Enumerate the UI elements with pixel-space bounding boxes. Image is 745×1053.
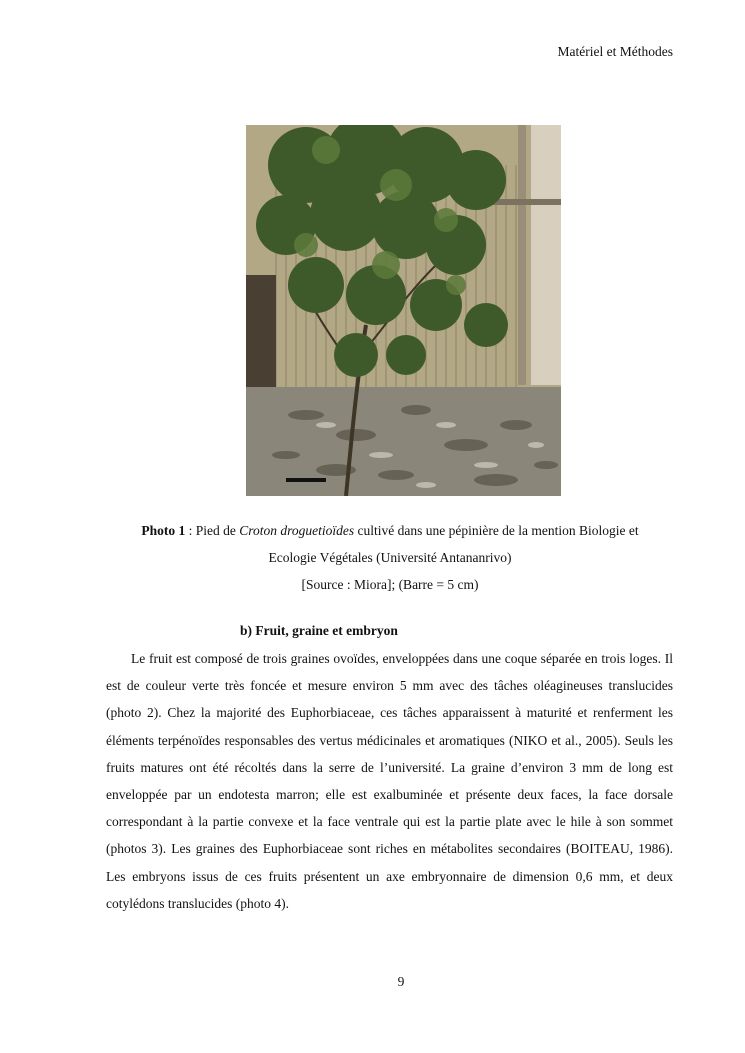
caption-line-2: Ecologie Végétales (Université Antananrivo) (268, 550, 512, 565)
scale-bar (286, 478, 326, 482)
photo-caption (100, 517, 680, 598)
caption-line-1 (100, 517, 680, 544)
caption-line-3: [Source : Miora]; (Barre = 5 cm) (301, 577, 479, 592)
caption-species: Croton droguetioïdes (239, 523, 355, 538)
caption-label: Photo 1 (141, 523, 186, 538)
body-paragraph: Le fruit est composé de trois graines ovoïdes, enveloppées dans une coque séparée en trois loges. Il est de couleur verte très foncée et mesure environ 5 mm avec des tâches oléagineuses translucides (photo 2). Chez la majorité des Euphorbiaceae, ces tâches apparaissent à maturité et renferment les éléments terpénoïdes responsables des vertus médicinales et aromatiques (NIKO et al., 2005). Seuls les fruits matures ont été récoltés dans la serre de l’université. La graine d’environ 3 mm de long est enveloppée par un endotesta marron; elle est exalbuminée et présente deux faces, la face dorsale correspondant à la partie convexe et la face ventrale qui est la partie plate avec le hile à son sommet (photos 3). Les graines des Euphorbiaceae sont riches en métabolites secondaires (BOITEAU, 1986). Les embryons issus de ces fruits présentent un axe embryonnaire de dimension 0,6 mm, et deux cotylédons translucides (photo 4). (106, 651, 673, 911)
page-number: 9 (397, 974, 405, 989)
caption-sep: : Pied de (185, 523, 240, 538)
section-heading: b) Fruit, graine et embryon (240, 623, 398, 638)
plant-photo-illustration (246, 125, 561, 496)
plant-photo (246, 125, 561, 496)
caption-rest: cultivé dans une pépinière de la mention Biologie et (354, 523, 639, 538)
running-header: Matériel et Méthodes (557, 44, 673, 59)
